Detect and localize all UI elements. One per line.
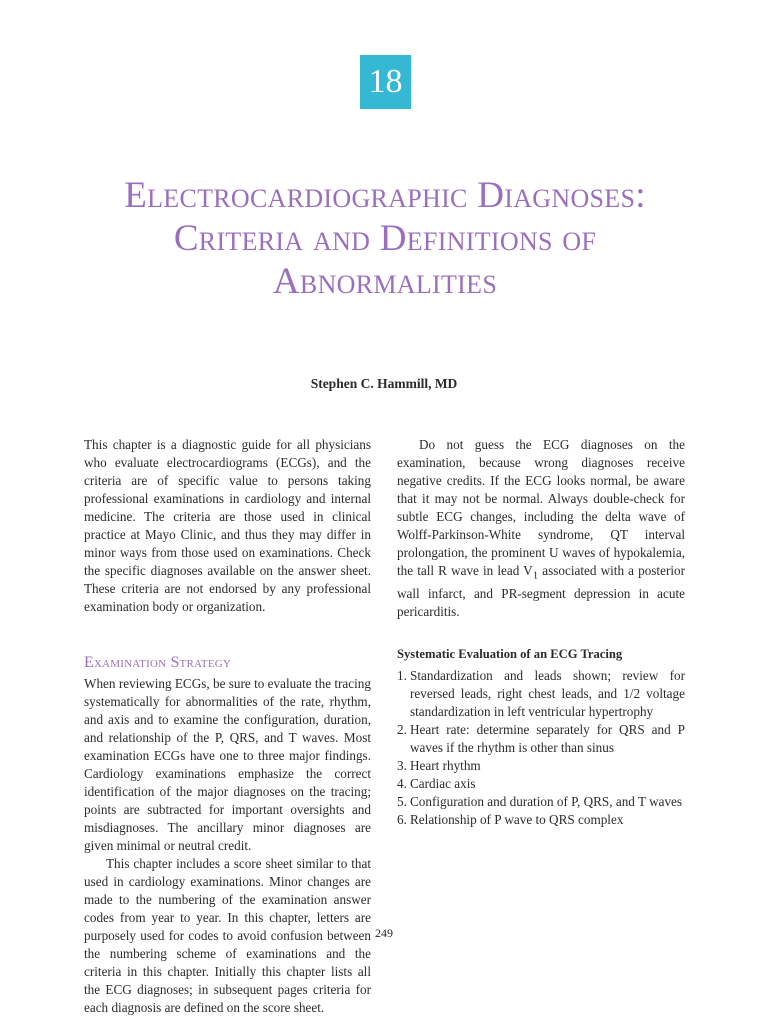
list-item-text: Cardiac axis [410, 775, 476, 791]
list-item-number: 1. [397, 667, 407, 683]
list-item [397, 775, 685, 793]
chapter-number-badge: 18 [360, 55, 411, 109]
list-item-text: Heart rhythm [410, 757, 481, 773]
list-item-number: 5. [397, 793, 407, 809]
strategy-paragraph-2: This chapter includes a score sheet similar to that used in cardiology examinations. Minor changes are made to the numbering of the examination answer codes from year to year. In this chapter, letters are purposely used for codes to avoid confusion between the numbering scheme of examinations and the criteria in this chapter. Initially this chapter lists all the ECG diagnoses; in subsequent pages criteria for each diagnosis are defined on the score sheet. [84, 856, 371, 1015]
list-item-text: Heart rate: determine separately for QRS and P waves if the rhythm is other than sinus [410, 721, 685, 755]
list-item-text: Standardization and leads shown; review for reversed leads, right chest leads, and 1/2 voltage standardization in left ventricular hypertrophy [410, 667, 685, 719]
page-number: 249 [375, 926, 393, 940]
chapter-title [60, 174, 710, 303]
list-item-text: Configuration and duration of P, QRS, and T waves [410, 793, 683, 809]
lead-subscript: 1 [532, 569, 539, 582]
guess-paragraph-text-b: associated with a posterior wall infarct, and PR-segment depression in acute pericarditis. [397, 563, 685, 619]
list-item [397, 721, 685, 757]
intro-paragraph: This chapter is a diagnostic guide for all physicians who evaluate electrocardiograms (ECGs), and the criteria are of specific value to persons taking professional examinations in cardiology and internal medicine. The criteria are those used in clinical practice at Mayo Clinic, and thus they may differ in minor ways from those used on examinations. Check the specific diagnoses available on the answer sheet. These criteria are not endorsed by any professional examination body or organization. [84, 437, 371, 614]
list-item-text: Relationship of P wave to QRS complex [410, 811, 624, 827]
systematic-evaluation-heading: Systematic Evaluation of an ECG Tracing [397, 646, 623, 661]
list-item [397, 793, 685, 811]
author-name: Stephen C. Hammill, MD [310, 376, 458, 391]
list-item-number: 3. [397, 757, 407, 773]
list-item-number: 4. [397, 775, 407, 791]
section-heading-examination-strategy: Examination Strategy [84, 654, 232, 671]
list-item [397, 811, 685, 829]
list-item [397, 757, 685, 775]
list-item [397, 667, 685, 721]
guess-paragraph-text-a: Do not guess the ECG diagnoses on the examination, because wrong diagnoses receive negative credits. If the ECG looks normal, be aware that it may not be normal. Always double-check for subtle ECG changes, including the delta wave of Wolff-Parkinson-White syndrome, QT interval prolongation, the prominent U waves of hypokalemia, the tall R wave in lead V [397, 437, 685, 578]
chapter-title-line-2: Criteria and Definitions of [173, 218, 597, 259]
chapter-title-line-1: Electrocardiographic Diagnoses: [124, 175, 646, 216]
list-item-number: 6. [397, 811, 407, 827]
list-item-number: 2. [397, 721, 407, 737]
right-column [397, 436, 685, 829]
systematic-evaluation-list [397, 667, 685, 829]
guess-paragraph [397, 436, 685, 621]
chapter-title-line-3: Abnormalities [272, 261, 498, 302]
strategy-paragraph-1: When reviewing ECGs, be sure to evaluate the tracing systematically for abnormalities of the rate, rhythm, and axis and to examine the configuration, duration, and relationship of the P, QRS, and T waves. Most examination ECGs have one to three major findings. Cardiology examinations emphasize the correct identification of the major diagnoses on the tracing; points are subtracted for important oversights and misdiagnoses. The ancillary minor diagnoses are given minimal or neutral credit. [84, 676, 371, 853]
